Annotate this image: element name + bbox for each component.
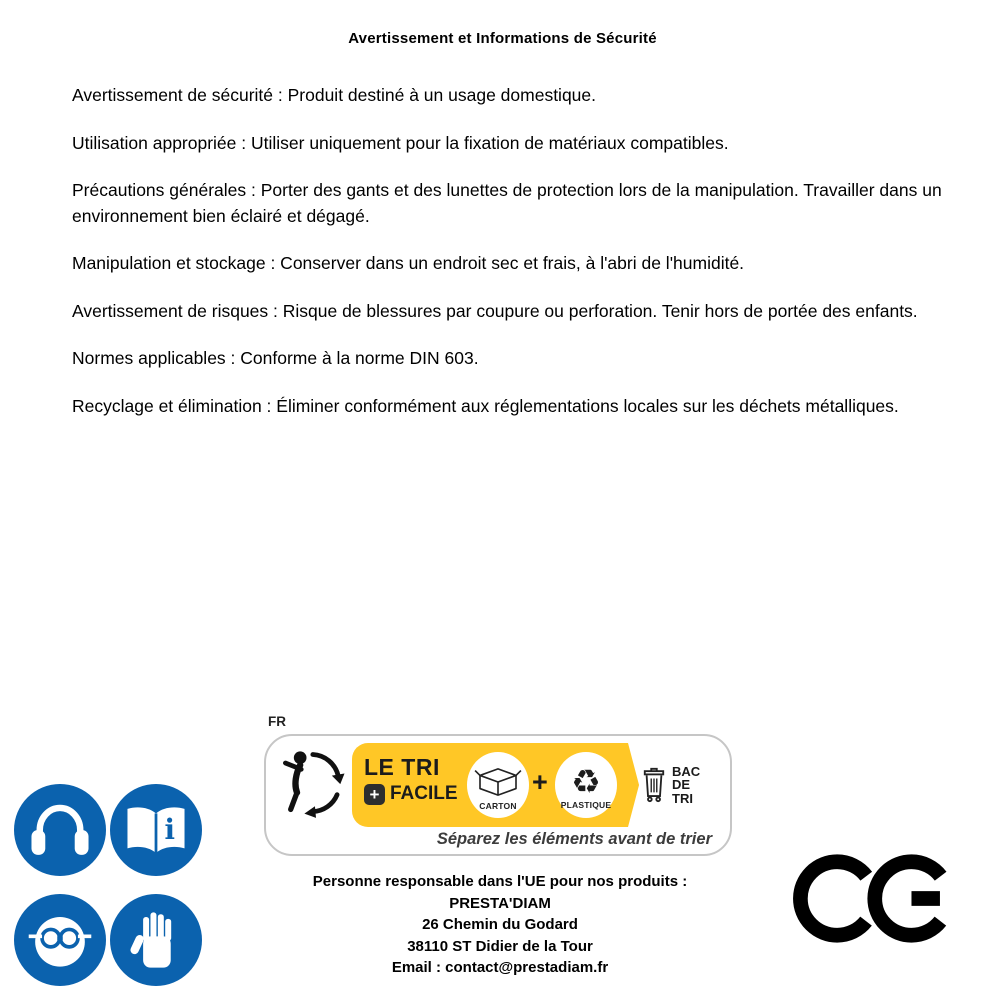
ear-protection-icon [14,784,106,876]
safety-paragraph: Précautions générales : Porter des gants et des lunettes de protection lors de la manipulation. Travailler dans un environnement bien éclairé et dégagé. [72,180,942,226]
plastique-circle [555,752,617,818]
safety-paragraph: Avertissement de sécurité : Produit destiné à un usage domestique. [72,85,597,105]
materials-plus: + [532,767,548,797]
safety-paragraph: Utilisation appropriée : Utiliser uniquement pour la fixation de matériaux compatibles. [72,132,729,153]
triman-icon [278,744,354,820]
recycle-icon: ♻ [571,761,601,801]
safety-paragraph: Manipulation et stockage : Conserver dans un endroit sec et frais, à l'abri de l'humidité. [72,253,745,273]
eye-protection-icon [14,894,106,986]
ce-mark-icon [793,848,951,949]
carton-label: CARTON [479,800,517,811]
bin-label-line2: DE [672,777,691,793]
responsible-city: 38110 ST Didier de la Tour [407,937,593,955]
carton-box-icon [474,764,522,800]
bin-label-line3: TRI [672,790,693,806]
responsible-company: PRESTA'DIAM [449,894,551,912]
responsible-line: Personne responsable dans l'UE pour nos produits : [312,873,688,890]
plus-icon: + [364,784,385,805]
safety-paragraph: Recyclage et élimination : Éliminer conformément aux réglementations locales sur les déchets métalliques. [72,395,899,416]
badge-line1: LE TRI [364,754,440,780]
safety-paragraph: Normes applicables : Conforme à la norme DIN 603. [72,348,479,368]
read-manual-icon [110,784,202,876]
bin-flag [628,743,720,827]
carton-circle [467,752,529,818]
le-tri-facile-badge [364,755,458,805]
safety-paragraph: Avertissement de risques : Risque de blessures par coupure ou perforation. Tenir hors de portée des enfants. [72,300,918,321]
plastique-label: PLASTIQUE [560,799,612,810]
trash-bin-icon [642,767,666,803]
page-title: Avertissement et Informations de Sécurité [348,30,657,47]
le-tri-facile-band [352,743,654,827]
bin-label-line1: BAC [672,763,701,779]
responsible-email: Email : contact@prestadiam.fr [391,959,609,976]
safety-paragraphs [72,83,967,441]
tri-facile-banner [264,734,732,856]
gloves-icon [110,894,202,986]
bin-label [672,765,700,806]
fr-country-code: FR [268,714,286,729]
badge-line2: FACILE [390,783,458,804]
mandatory-pictograms [14,784,202,986]
sort-caption: Séparez les éléments avant de trier [436,830,712,848]
svg-text:i: i [164,813,176,847]
responsible-block [240,871,760,979]
responsible-street: 26 Chemin du Godard [422,916,578,933]
